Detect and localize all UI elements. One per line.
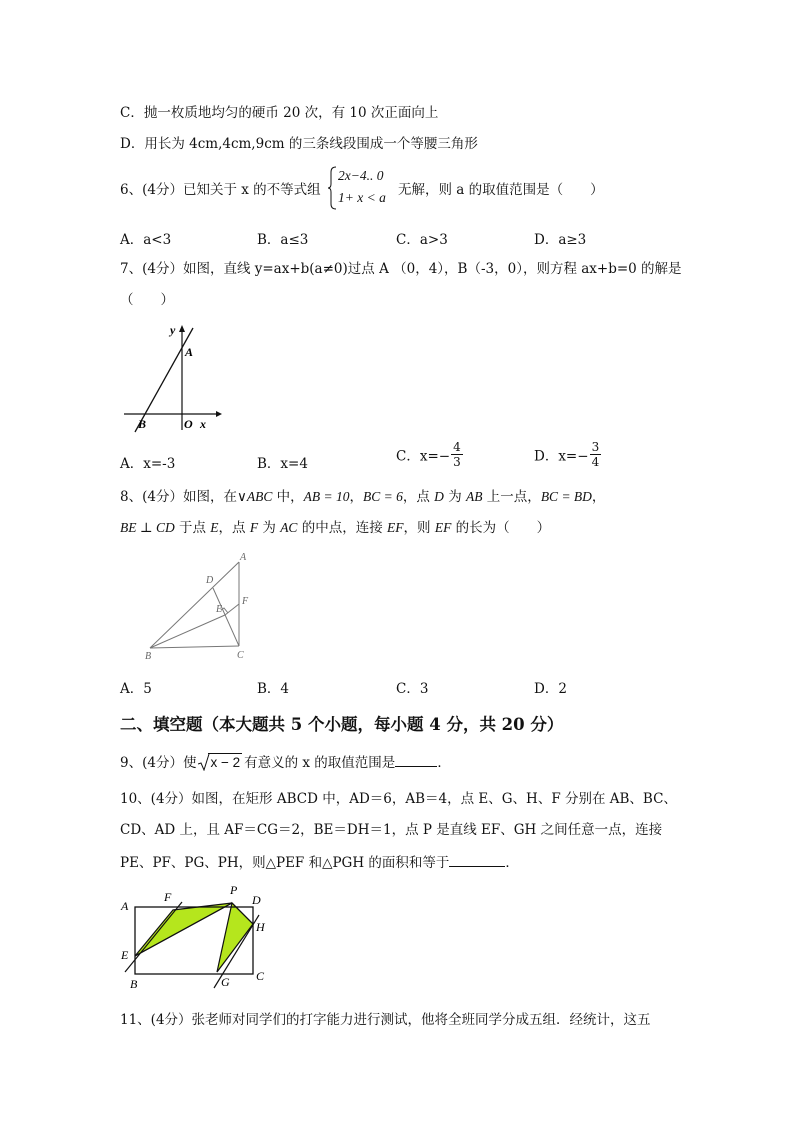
- q7-option-a: A．x=-3: [120, 456, 176, 472]
- q9-stem: [120, 752, 451, 772]
- q10-label-b: B: [130, 977, 138, 990]
- q8-stem-line1: [120, 488, 605, 506]
- q8-text-1f: ，: [591, 489, 606, 505]
- q10-answer-blank[interactable]: [449, 852, 505, 867]
- q7-option-c-numerator: 4: [453, 440, 461, 454]
- radical-sign-icon: [198, 753, 210, 771]
- q7-stem-line1: 7、(4分）如图，直线 y=ax+b(a≠0)过点 A （0，4），B（-3，0），则方程 ax+b=0 的解是: [120, 261, 682, 277]
- q8-text-2d: 为: [258, 520, 281, 536]
- q6-stem-prefix: 6、(4分）已知关于 x 的不等式组: [120, 182, 321, 198]
- q8-option-d: D．2: [534, 681, 567, 697]
- q7-option-b: B．x=4: [257, 456, 308, 472]
- q5-option-d: D．用长为 4cm,4cm,9cm 的三条线段围成一个等腰三角形: [120, 136, 478, 152]
- q8-option-a: A．5: [120, 681, 152, 697]
- q10-label-p: P: [230, 883, 238, 897]
- q8-point-f: F: [249, 520, 259, 535]
- q9-radicand: x − 2: [210, 755, 241, 770]
- q8-seg-e-f: [225, 604, 239, 615]
- q7-option-c-prefix: C．x=−: [396, 448, 451, 465]
- q8-label-f: F: [242, 596, 249, 607]
- q8-point-e: E: [210, 520, 219, 535]
- q6-inequality-2: 1+ x < a: [338, 190, 386, 205]
- q8-option-b: B．4: [257, 681, 290, 697]
- q8-be-perp-cd: BE ⊥ CD: [120, 520, 175, 535]
- q8-text-1e: 上一点，: [482, 489, 541, 505]
- q7-label-b: B: [138, 417, 147, 431]
- q10-line3-text: PE、PF、PG、PH，则△PEF 和△PGH 的面积和等于: [120, 855, 450, 871]
- q11-stem-line1: 11、(4分）张老师对同学们的打字能力进行测试，他将全班同学分成五组．经统计，这五: [120, 1012, 651, 1028]
- q8-text-2f: ，则: [403, 520, 435, 536]
- q7-stem-line2: （ ）: [120, 292, 174, 308]
- q7-label-y: y: [170, 323, 176, 337]
- q7-option-d-fraction: [590, 440, 602, 469]
- q8-label-b: B: [145, 651, 152, 662]
- q7-label-a: A: [185, 345, 194, 359]
- q8-seg-ef-2: EF: [434, 520, 452, 535]
- q6-inequality-system: [328, 166, 398, 210]
- q10-label-a: A: [121, 899, 129, 913]
- q10-stem-line2: CD、AD 上，且 AF＝CG＝2，BE＝DH＝1，点 P 是直线 EF、GH 之间任意一点，连接: [120, 822, 663, 838]
- q10-figure: [118, 880, 268, 990]
- q6-inequality-1: 2x−4.. 0: [338, 168, 384, 183]
- q10-stem-line1: 10、(4分）如图，在矩形 ABCD 中，AD＝6，AB＝4，点 E、G、H、F 分别在 AB、BC、: [120, 791, 677, 807]
- q9-suffix: 有意义的 x 的取值范围是: [244, 755, 396, 771]
- q8-triangle: ∨ABC: [236, 489, 273, 504]
- q8-ab-value: AB = 10: [303, 489, 350, 504]
- q10-label-e: E: [121, 948, 129, 962]
- q7-figure: [118, 318, 228, 438]
- q5-option-c: C．抛一枚质地均匀的硬币 20 次，有 10 次正面向上: [120, 105, 439, 121]
- q10-label-d: D: [252, 893, 261, 907]
- q7-option-c-fraction: [451, 440, 463, 469]
- q8-seg-b-e: [150, 615, 225, 648]
- q9-end: ．: [437, 755, 451, 771]
- q9-answer-blank[interactable]: [395, 752, 437, 767]
- q7-y-arrow-icon: [179, 325, 185, 332]
- q7-label-o: O: [184, 417, 193, 431]
- q7-option-d-numerator: 3: [591, 440, 600, 454]
- q8-label-e: E: [216, 604, 223, 615]
- q8-bc-value: BC = 6: [363, 489, 403, 504]
- q8-option-c: C．3: [396, 681, 429, 697]
- q8-text-2e: 的中点，连接: [297, 520, 388, 536]
- q8-seg-b-c: [150, 646, 239, 648]
- section-2-heading: 二、填空题（本大题共 5 个小题，每小题 4 分，共 20 分）: [120, 715, 564, 734]
- q8-seg-ef: EF: [387, 520, 404, 535]
- q9-sqrt: [198, 753, 242, 772]
- q10-label-g: G: [221, 975, 230, 989]
- q8-text-1b: 中，: [272, 489, 304, 505]
- q8-text-1a: 8、(4分）如图，在: [120, 489, 237, 505]
- q7-option-d-denominator: 4: [591, 455, 600, 469]
- q8-seg-d-c: [213, 588, 239, 646]
- q7-option-d: [534, 440, 602, 469]
- q7-x-arrow-icon: [216, 411, 222, 417]
- q10-label-h: H: [256, 920, 265, 934]
- q8-label-c: C: [237, 650, 244, 661]
- q6-stem-suffix: 无解，则 a 的取值范围是（ ）: [398, 182, 604, 198]
- q8-figure: [140, 548, 280, 663]
- q10-end: ．: [505, 855, 519, 871]
- q8-text-2c: ，点: [218, 520, 250, 536]
- q8-stem-line2: [120, 519, 550, 537]
- q9-prefix: 9、(4分）使: [120, 755, 197, 771]
- q8-bc-bd: BC = BD: [540, 489, 592, 504]
- q8-text-1c: ，点: [402, 489, 435, 505]
- q8-label-d: D: [206, 575, 214, 586]
- q10-stem-line3: [120, 852, 519, 872]
- q7-label-x: x: [200, 417, 206, 431]
- q6-option-b: B．a≤3: [257, 232, 309, 248]
- q10-triangle-pgh: [217, 903, 253, 972]
- q10-line-ef: [125, 902, 182, 972]
- q8-text-2b: 于点: [174, 520, 211, 536]
- q8-text-2g: 的长为（ ）: [451, 520, 551, 536]
- q8-seg-b-a: [150, 562, 239, 648]
- q8-seg-ac: AC: [280, 520, 298, 535]
- q10-label-f: F: [164, 890, 172, 904]
- q10-label-c: C: [256, 969, 265, 983]
- q7-option-c-denominator: 3: [453, 455, 461, 469]
- q8-text-sep1: ，: [349, 489, 363, 505]
- q8-point-d: D: [434, 489, 444, 504]
- q7-option-d-prefix: D．x=−: [534, 448, 589, 465]
- q6-option-d: D．a≥3: [534, 232, 587, 248]
- brace-icon: [328, 166, 338, 210]
- q6-option-c: C．a>3: [396, 232, 448, 248]
- q8-text-1d: 为: [443, 489, 467, 505]
- q7-option-c: [396, 440, 464, 469]
- q6-option-a: A．a<3: [120, 232, 172, 248]
- q8-seg-ab: AB: [466, 489, 483, 504]
- q8-label-a: A: [240, 552, 247, 563]
